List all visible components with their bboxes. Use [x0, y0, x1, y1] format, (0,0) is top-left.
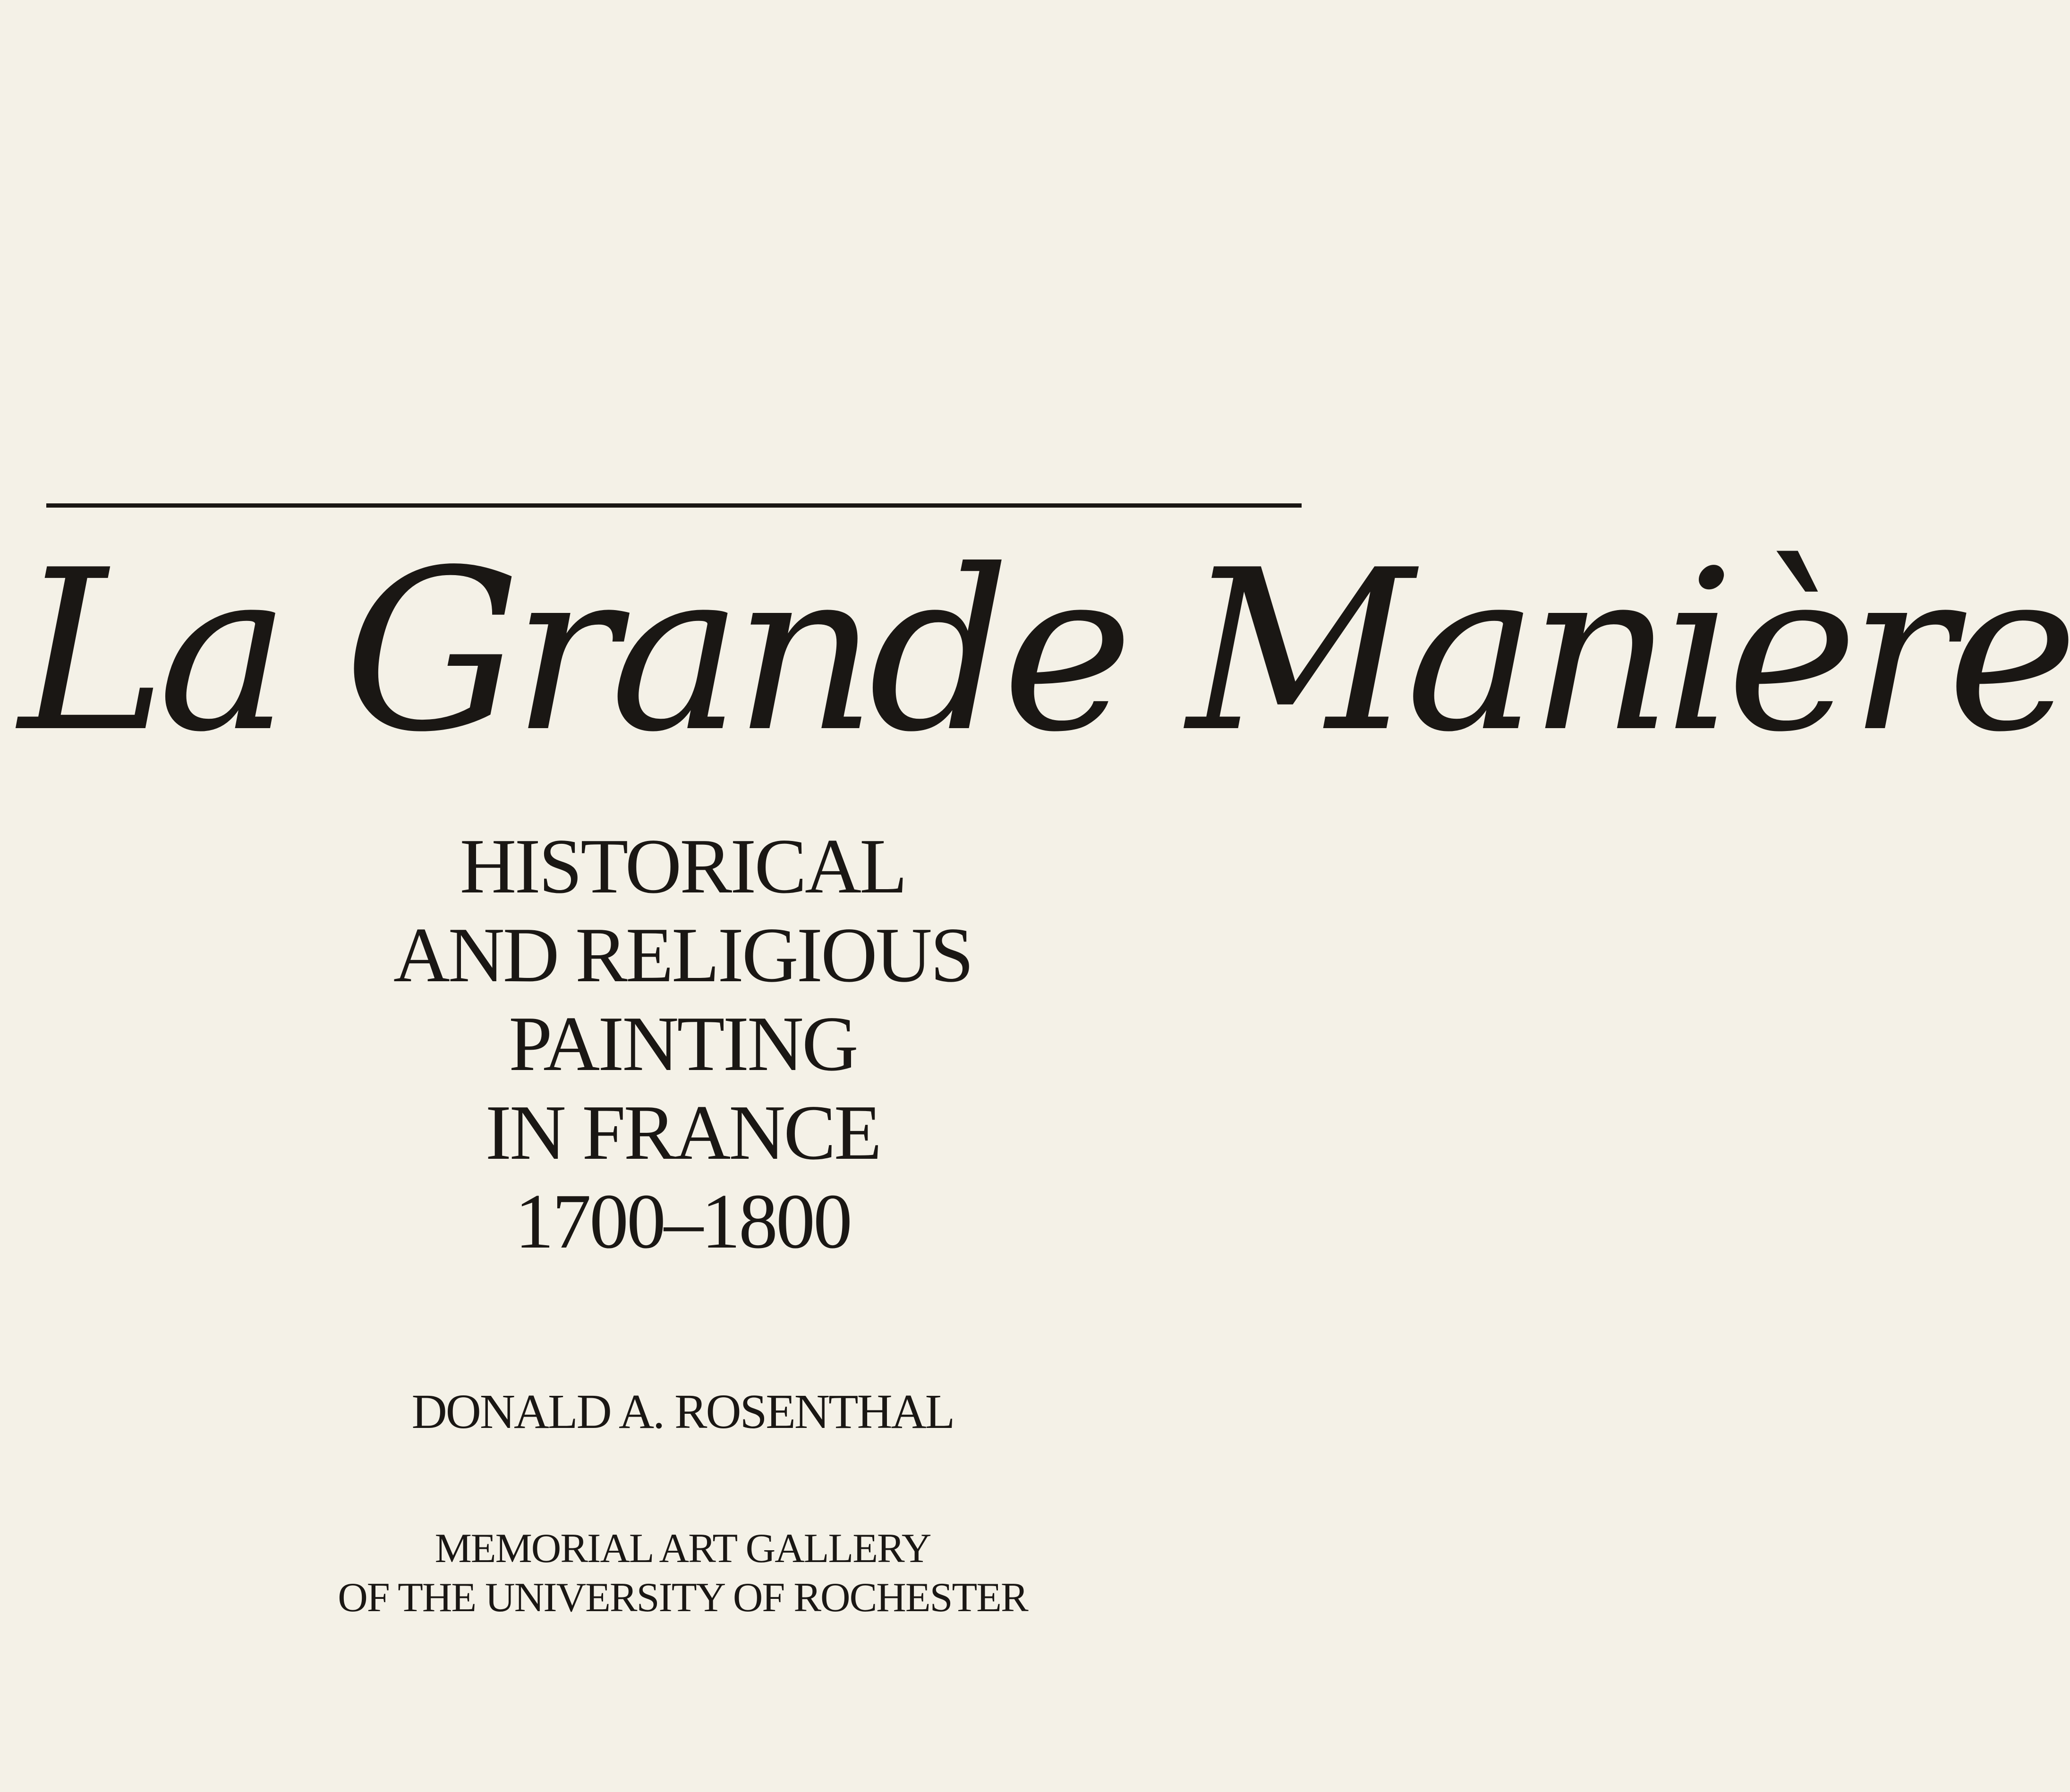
subtitle-line: IN FRANCE	[485, 1089, 880, 1176]
author-name: DONALD A. ROSENTHAL	[411, 1384, 954, 1439]
subtitle-line: 1700–1800	[515, 1178, 851, 1265]
subtitle-line: HISTORICAL	[460, 823, 906, 909]
subtitle-line: AND RELIGIOUS	[393, 911, 972, 998]
publisher-line: OF THE UNIVERSITY OF ROCHESTER	[338, 1575, 1028, 1621]
subtitle-line: PAINTING	[509, 1000, 857, 1087]
publisher-line: MEMORIAL ART GALLERY	[434, 1526, 931, 1571]
publisher	[0, 1524, 1365, 1622]
horizontal-rule	[46, 503, 1302, 508]
book-subtitle	[0, 822, 1365, 1265]
book-title: La Grande Manière	[19, 522, 2070, 781]
